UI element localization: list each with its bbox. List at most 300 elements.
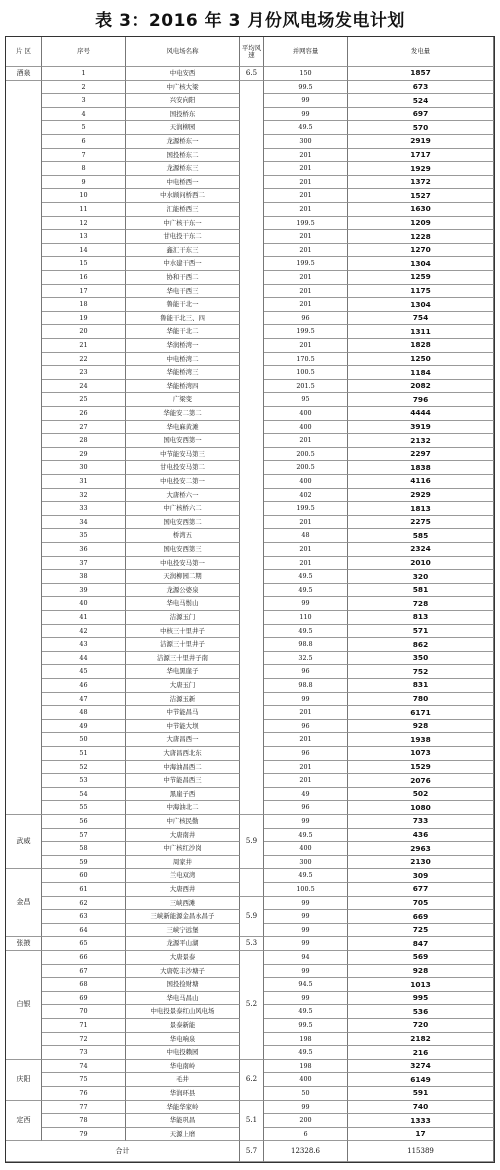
row-capacity: 96: [264, 312, 348, 326]
row-capacity: 49.5: [264, 869, 348, 883]
row-capacity: 200.5: [264, 448, 348, 462]
row-capacity: 200: [264, 1114, 348, 1128]
row-seq: 27: [42, 421, 126, 435]
avg-speed-cell: 5.3: [240, 937, 264, 951]
row-farm-name: 中电投赖园: [126, 1046, 240, 1060]
row-seq: 75: [42, 1073, 126, 1087]
total-capacity: 12328.6: [264, 1141, 348, 1162]
row-output: 1250: [348, 353, 494, 367]
row-output: 1270: [348, 244, 494, 258]
row-output: 3274: [348, 1060, 494, 1074]
row-output: 2324: [348, 543, 494, 557]
row-farm-name: 洁源三十里井子南: [126, 652, 240, 666]
row-capacity: 49.5: [264, 829, 348, 843]
row-seq: 57: [42, 829, 126, 843]
row-output: 677: [348, 883, 494, 897]
row-farm-name: 华润环县: [126, 1087, 240, 1101]
row-capacity: 99: [264, 94, 348, 108]
row-output: 2297: [348, 448, 494, 462]
row-farm-name: 华电响泉: [126, 1033, 240, 1047]
row-capacity: 99: [264, 693, 348, 707]
row-farm-name: 周家井: [126, 856, 240, 870]
row-output: 1175: [348, 285, 494, 299]
row-output: 720: [348, 1019, 494, 1033]
row-output: 995: [348, 992, 494, 1006]
row-output: 673: [348, 81, 494, 95]
header-cell: 序号: [42, 37, 126, 67]
row-output: 2132: [348, 434, 494, 448]
row-output: 725: [348, 924, 494, 938]
row-output: 1184: [348, 366, 494, 380]
row-seq: 11: [42, 203, 126, 217]
row-seq: 70: [42, 1005, 126, 1019]
row-farm-name: 鲁能干北三、四: [126, 312, 240, 326]
row-seq: 44: [42, 652, 126, 666]
row-capacity: 201: [264, 149, 348, 163]
row-output: 796: [348, 393, 494, 407]
avg-speed-cell: 6.5: [240, 67, 264, 81]
row-output: 831: [348, 679, 494, 693]
row-seq: 79: [42, 1128, 126, 1142]
row-seq: 74: [42, 1060, 126, 1074]
row-capacity: 400: [264, 475, 348, 489]
row-capacity: 400: [264, 407, 348, 421]
row-output: 2182: [348, 1033, 494, 1047]
row-output: 585: [348, 529, 494, 543]
row-farm-name: 国电安西第二: [126, 516, 240, 530]
row-farm-name: 三峡新能源金昌永昌子: [126, 910, 240, 924]
row-capacity: 6: [264, 1128, 348, 1142]
row-seq: 46: [42, 679, 126, 693]
row-capacity: 201: [264, 271, 348, 285]
row-farm-name: 三峡宁远堡: [126, 924, 240, 938]
row-capacity: 49.5: [264, 1046, 348, 1060]
row-capacity: 96: [264, 720, 348, 734]
row-output: 1304: [348, 257, 494, 271]
row-output: 2919: [348, 135, 494, 149]
row-capacity: 199.5: [264, 325, 348, 339]
row-farm-name: 华能桥湾三: [126, 366, 240, 380]
row-farm-name: 中海油昌西二: [126, 761, 240, 775]
header-cell: 风电场名称: [126, 37, 240, 67]
row-farm-name: 华润桥湾一: [126, 339, 240, 353]
row-output: 1630: [348, 203, 494, 217]
row-farm-name: 兰电双湾: [126, 869, 240, 883]
region-cell-blank: [6, 81, 42, 815]
row-capacity: 201: [264, 557, 348, 571]
row-capacity: 100.5: [264, 366, 348, 380]
row-seq: 36: [42, 543, 126, 557]
row-seq: 62: [42, 897, 126, 911]
row-farm-name: 华电干西三: [126, 285, 240, 299]
row-capacity: 94: [264, 951, 348, 965]
row-seq: 64: [42, 924, 126, 938]
row-farm-name: 国电安西第三: [126, 543, 240, 557]
row-seq: 16: [42, 271, 126, 285]
row-farm-name: 大唐玉门: [126, 679, 240, 693]
row-output: 669: [348, 910, 494, 924]
row-capacity: 49.5: [264, 625, 348, 639]
row-capacity: 170.5: [264, 353, 348, 367]
row-farm-name: 大唐西井: [126, 883, 240, 897]
row-output: 1080: [348, 801, 494, 815]
row-capacity: 99: [264, 897, 348, 911]
row-capacity: 200.5: [264, 461, 348, 475]
row-output: 1209: [348, 217, 494, 231]
row-output: 728: [348, 597, 494, 611]
row-seq: 24: [42, 380, 126, 394]
avg-speed-cell: 5.9: [240, 815, 264, 869]
row-farm-name: 中电投安马第一: [126, 557, 240, 571]
row-seq: 13: [42, 230, 126, 244]
row-output: 1828: [348, 339, 494, 353]
row-seq: 3: [42, 94, 126, 108]
row-farm-name: 中广核大梁: [126, 81, 240, 95]
row-seq: 15: [42, 257, 126, 271]
row-output: 733: [348, 815, 494, 829]
row-farm-name: 桥湾五: [126, 529, 240, 543]
row-output: 1838: [348, 461, 494, 475]
row-output: 581: [348, 584, 494, 598]
row-capacity: 198: [264, 1033, 348, 1047]
row-output: 862: [348, 638, 494, 652]
row-capacity: 300: [264, 856, 348, 870]
row-capacity: 48: [264, 529, 348, 543]
row-seq: 22: [42, 353, 126, 367]
row-farm-name: 洁源玉新: [126, 693, 240, 707]
row-farm-name: 洁源三十里井子: [126, 638, 240, 652]
row-output: 17: [348, 1128, 494, 1142]
region-cell: 庆阳: [6, 1060, 42, 1101]
avg-speed-cell: 6.2: [240, 1060, 264, 1101]
row-seq: 40: [42, 597, 126, 611]
row-farm-name: 毛井: [126, 1073, 240, 1087]
row-farm-name: 华电马鬃山: [126, 597, 240, 611]
row-output: 2929: [348, 489, 494, 503]
row-capacity: 199.5: [264, 502, 348, 516]
row-farm-name: 中节能昌马: [126, 706, 240, 720]
row-seq: 29: [42, 448, 126, 462]
row-farm-name: 中水建干西一: [126, 257, 240, 271]
row-seq: 73: [42, 1046, 126, 1060]
row-seq: 76: [42, 1087, 126, 1101]
row-seq: 53: [42, 774, 126, 788]
row-capacity: 201: [264, 230, 348, 244]
row-capacity: 50: [264, 1087, 348, 1101]
row-seq: 39: [42, 584, 126, 598]
row-farm-name: 大唐桥六一: [126, 489, 240, 503]
row-capacity: 98.8: [264, 638, 348, 652]
row-seq: 35: [42, 529, 126, 543]
row-output: 569: [348, 951, 494, 965]
row-output: 309: [348, 869, 494, 883]
row-farm-name: 甘电投安马第二: [126, 461, 240, 475]
row-capacity: 99: [264, 1101, 348, 1115]
row-seq: 65: [42, 937, 126, 951]
wind-farm-plan-table: [5, 36, 495, 1163]
row-farm-name: 中广核红沙岗: [126, 842, 240, 856]
row-farm-name: 中海油北二: [126, 801, 240, 815]
row-output: 1311: [348, 325, 494, 339]
row-seq: 59: [42, 856, 126, 870]
row-farm-name: 华能桥湾四: [126, 380, 240, 394]
row-capacity: 201: [264, 706, 348, 720]
row-farm-name: 中电安西: [126, 67, 240, 81]
row-capacity: 99: [264, 597, 348, 611]
row-output: 571: [348, 625, 494, 639]
row-output: 928: [348, 720, 494, 734]
region-cell: 金昌: [6, 869, 42, 937]
row-capacity: 201: [264, 543, 348, 557]
row-capacity: 99: [264, 910, 348, 924]
region-cell: 定西: [6, 1101, 42, 1142]
row-farm-name: 天源上磨: [126, 1128, 240, 1142]
row-farm-name: 国电安西第一: [126, 434, 240, 448]
row-output: 350: [348, 652, 494, 666]
row-output: 1013: [348, 978, 494, 992]
row-farm-name: 龙源平山湖: [126, 937, 240, 951]
avg-speed-cell: 5.2: [240, 951, 264, 1060]
row-seq: 6: [42, 135, 126, 149]
row-capacity: 201: [264, 733, 348, 747]
row-output: 4116: [348, 475, 494, 489]
row-farm-name: 龙源公婆泉: [126, 584, 240, 598]
row-capacity: 49.5: [264, 584, 348, 598]
row-farm-name: 三峡西滩: [126, 897, 240, 911]
row-output: 752: [348, 665, 494, 679]
row-seq: 18: [42, 298, 126, 312]
row-seq: 1: [42, 67, 126, 81]
row-seq: 5: [42, 121, 126, 135]
row-seq: 20: [42, 325, 126, 339]
row-capacity: 110: [264, 611, 348, 625]
row-seq: 8: [42, 162, 126, 176]
row-capacity: 201: [264, 339, 348, 353]
row-output: 524: [348, 94, 494, 108]
row-output: 591: [348, 1087, 494, 1101]
row-output: 1228: [348, 230, 494, 244]
row-seq: 51: [42, 747, 126, 761]
header-cell: 发电量: [348, 37, 494, 67]
row-farm-name: 洁源玉门: [126, 611, 240, 625]
row-output: 1529: [348, 761, 494, 775]
row-output: 1372: [348, 176, 494, 190]
row-capacity: 96: [264, 747, 348, 761]
row-seq: 61: [42, 883, 126, 897]
row-capacity: 300: [264, 135, 348, 149]
row-output: 1717: [348, 149, 494, 163]
row-farm-name: 国投捡财塘: [126, 978, 240, 992]
row-seq: 47: [42, 693, 126, 707]
row-output: 1929: [348, 162, 494, 176]
row-capacity: 99: [264, 937, 348, 951]
row-output: 705: [348, 897, 494, 911]
row-output: 6149: [348, 1073, 494, 1087]
row-farm-name: 鑫汇干东三: [126, 244, 240, 258]
row-capacity: 99: [264, 815, 348, 829]
row-seq: 54: [42, 788, 126, 802]
row-seq: 38: [42, 570, 126, 584]
row-seq: 2: [42, 81, 126, 95]
avg-speed-cell: 5.9: [240, 897, 264, 938]
row-farm-name: 华电麻黄滩: [126, 421, 240, 435]
row-output: 697: [348, 108, 494, 122]
row-farm-name: 中电投景泰红山风电场: [126, 1005, 240, 1019]
row-capacity: 95: [264, 393, 348, 407]
row-output: 928: [348, 965, 494, 979]
row-farm-name: 中核三十里井子: [126, 625, 240, 639]
row-farm-name: 景泰新能: [126, 1019, 240, 1033]
region-cell: 白银: [6, 951, 42, 1060]
row-farm-name: 天润柳园: [126, 121, 240, 135]
row-capacity: 201: [264, 244, 348, 258]
row-capacity: 199.5: [264, 217, 348, 231]
row-capacity: 98.8: [264, 679, 348, 693]
row-seq: 26: [42, 407, 126, 421]
row-output: 1857: [348, 67, 494, 81]
row-farm-name: 华电马昌山: [126, 992, 240, 1006]
row-farm-name: 华电南岭: [126, 1060, 240, 1074]
row-output: 2076: [348, 774, 494, 788]
row-output: 4444: [348, 407, 494, 421]
row-capacity: 400: [264, 1073, 348, 1087]
row-seq: 21: [42, 339, 126, 353]
row-capacity: 96: [264, 801, 348, 815]
row-farm-name: 中节能安马第三: [126, 448, 240, 462]
row-seq: 58: [42, 842, 126, 856]
region-cell: 酒泉: [6, 67, 42, 81]
row-seq: 69: [42, 992, 126, 1006]
row-capacity: 201: [264, 761, 348, 775]
row-seq: 50: [42, 733, 126, 747]
row-seq: 78: [42, 1114, 126, 1128]
row-capacity: 198: [264, 1060, 348, 1074]
row-output: 1938: [348, 733, 494, 747]
row-output: 570: [348, 121, 494, 135]
row-farm-name: 大唐景泰: [126, 951, 240, 965]
row-farm-name: 黑崖子西: [126, 788, 240, 802]
row-seq: 30: [42, 461, 126, 475]
row-farm-name: 中节能大坝: [126, 720, 240, 734]
row-output: 216: [348, 1046, 494, 1060]
row-seq: 56: [42, 815, 126, 829]
row-seq: 66: [42, 951, 126, 965]
row-seq: 63: [42, 910, 126, 924]
row-capacity: 99.5: [264, 1019, 348, 1033]
row-capacity: 96: [264, 665, 348, 679]
row-farm-name: 中广核干东一: [126, 217, 240, 231]
row-capacity: 99: [264, 924, 348, 938]
row-seq: 37: [42, 557, 126, 571]
row-seq: 55: [42, 801, 126, 815]
row-seq: 60: [42, 869, 126, 883]
row-seq: 9: [42, 176, 126, 190]
row-seq: 12: [42, 217, 126, 231]
row-capacity: 199.5: [264, 257, 348, 271]
row-capacity: 32.5: [264, 652, 348, 666]
row-capacity: 100.5: [264, 883, 348, 897]
header-cell: 平均风速: [240, 37, 264, 67]
row-output: 2082: [348, 380, 494, 394]
row-output: 1073: [348, 747, 494, 761]
row-capacity: 201: [264, 189, 348, 203]
row-capacity: 201: [264, 774, 348, 788]
row-seq: 67: [42, 965, 126, 979]
row-seq: 14: [42, 244, 126, 258]
row-farm-name: 中电桥西一: [126, 176, 240, 190]
row-output: 2275: [348, 516, 494, 530]
row-output: 780: [348, 693, 494, 707]
row-farm-name: 天润柳园二期: [126, 570, 240, 584]
row-farm-name: 国投桥东二: [126, 149, 240, 163]
row-capacity: 99: [264, 108, 348, 122]
row-farm-name: 龙源桥东三: [126, 162, 240, 176]
row-output: 813: [348, 611, 494, 625]
row-capacity: 49.5: [264, 570, 348, 584]
row-capacity: 201: [264, 176, 348, 190]
row-capacity: 201: [264, 162, 348, 176]
row-capacity: 49.5: [264, 1005, 348, 1019]
row-seq: 41: [42, 611, 126, 625]
row-seq: 49: [42, 720, 126, 734]
row-output: 2130: [348, 856, 494, 870]
row-seq: 68: [42, 978, 126, 992]
row-output: 3919: [348, 421, 494, 435]
row-capacity: 201: [264, 203, 348, 217]
row-capacity: 201: [264, 298, 348, 312]
row-farm-name: 龙源桥东一: [126, 135, 240, 149]
row-output: 502: [348, 788, 494, 802]
row-output: 1813: [348, 502, 494, 516]
row-seq: 71: [42, 1019, 126, 1033]
row-seq: 19: [42, 312, 126, 326]
table-title: 表 3：2016 年 3 月份风电场发电计划: [95, 11, 405, 31]
row-farm-name: 中广核民勤: [126, 815, 240, 829]
row-output: 847: [348, 937, 494, 951]
row-output: 1527: [348, 189, 494, 203]
row-capacity: 201: [264, 516, 348, 530]
row-capacity: 99: [264, 965, 348, 979]
row-farm-name: 华电黑崖子: [126, 665, 240, 679]
row-capacity: 99: [264, 992, 348, 1006]
row-farm-name: 大唐南井: [126, 829, 240, 843]
row-output: 536: [348, 1005, 494, 1019]
row-seq: 17: [42, 285, 126, 299]
row-farm-name: 国投桥东: [126, 108, 240, 122]
header-cell: 片 区: [6, 37, 42, 67]
row-farm-name: 中广核桥六二: [126, 502, 240, 516]
row-seq: 42: [42, 625, 126, 639]
total-speed: 5.7: [240, 1141, 264, 1162]
row-seq: 77: [42, 1101, 126, 1115]
total-label: 合计: [6, 1141, 240, 1162]
row-capacity: 201.5: [264, 380, 348, 394]
row-farm-name: 大唐昌西一: [126, 733, 240, 747]
region-cell: 武威: [6, 815, 42, 869]
row-output: 754: [348, 312, 494, 326]
row-seq: 45: [42, 665, 126, 679]
row-farm-name: 大唐乾丰沙塘子: [126, 965, 240, 979]
total-output: 115389: [348, 1141, 494, 1162]
row-seq: 7: [42, 149, 126, 163]
row-seq: 25: [42, 393, 126, 407]
row-capacity: 400: [264, 842, 348, 856]
row-output: 1259: [348, 271, 494, 285]
row-output: 2010: [348, 557, 494, 571]
row-output: 740: [348, 1101, 494, 1115]
row-farm-name: 广梁变: [126, 393, 240, 407]
row-farm-name: 中节能昌西三: [126, 774, 240, 788]
